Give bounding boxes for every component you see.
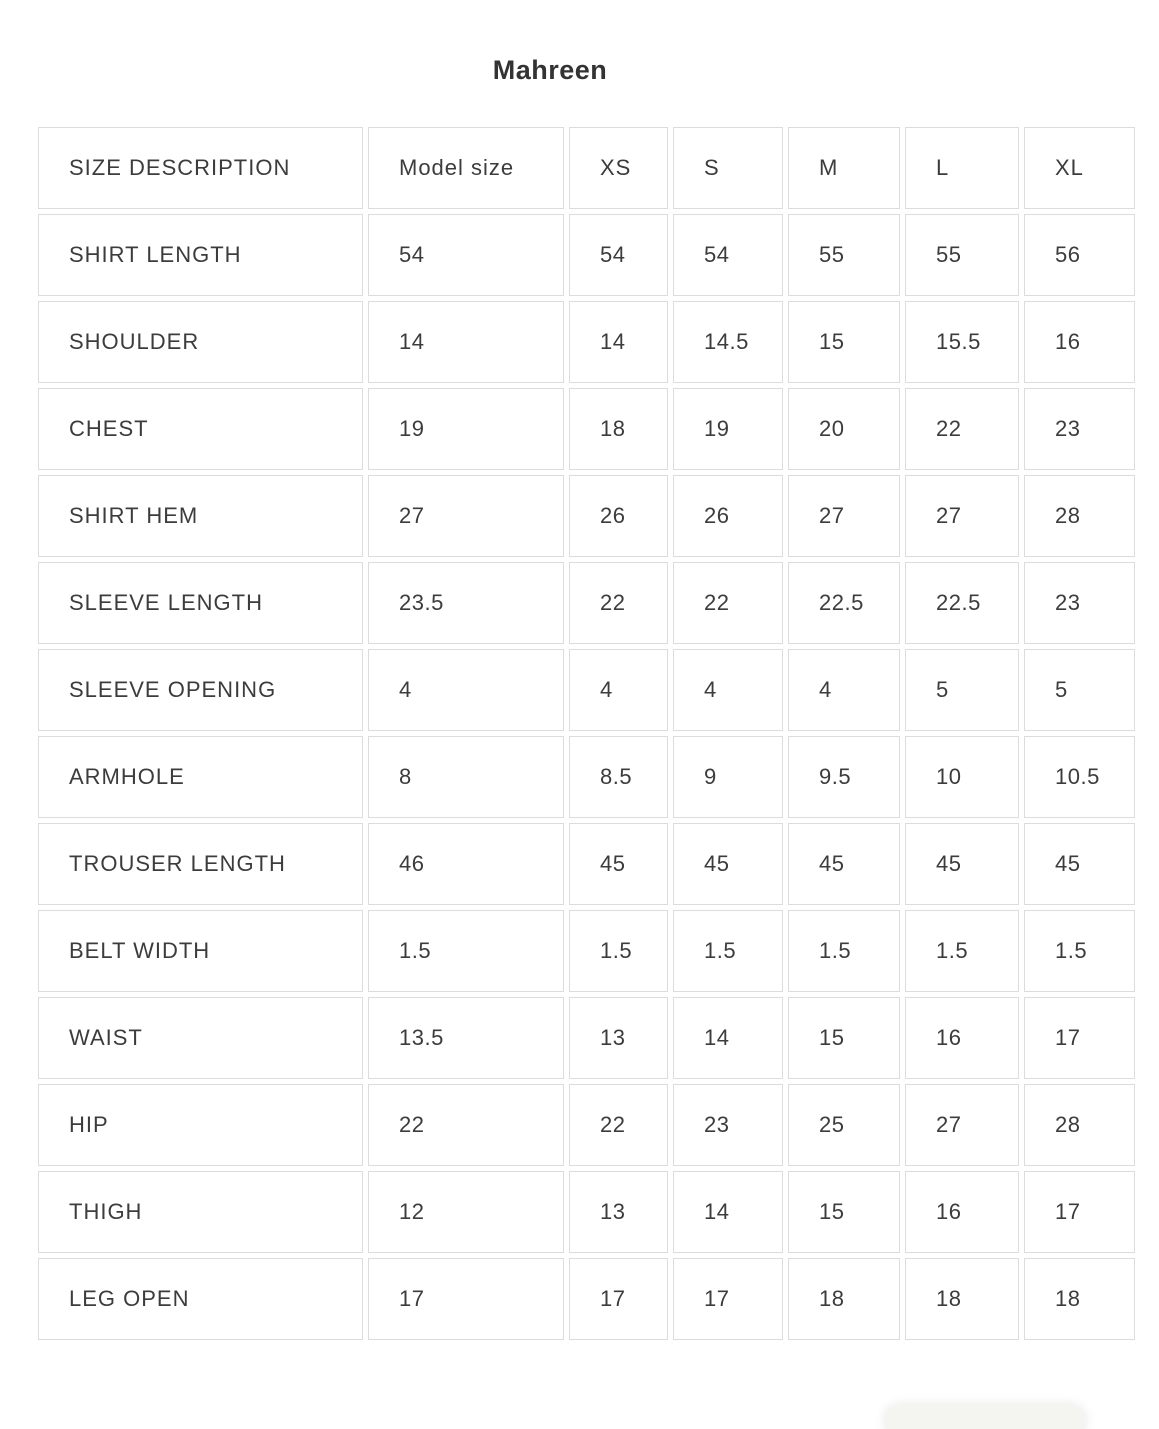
measurement-cell-s: 45 [673, 823, 783, 905]
measurement-cell-model-size: 19 [368, 388, 564, 470]
measurement-cell-s: 17 [673, 1258, 783, 1340]
measurement-cell-xl: 16 [1024, 301, 1135, 383]
measurement-cell-xs: 13 [569, 1171, 668, 1253]
measurement-cell-model-size: 54 [368, 214, 564, 296]
measurement-cell-m: 45 [788, 823, 900, 905]
row-label: BELT WIDTH [38, 910, 363, 992]
measurement-cell-m: 1.5 [788, 910, 900, 992]
measurement-cell-m: 25 [788, 1084, 900, 1166]
measurement-cell-l: 16 [905, 1171, 1019, 1253]
row-label: SHIRT HEM [38, 475, 363, 557]
measurement-cell-xl: 23 [1024, 388, 1135, 470]
row-label: THIGH [38, 1171, 363, 1253]
row-label: CHEST [38, 388, 363, 470]
table-row-leg-open [38, 1258, 1135, 1340]
column-header-l: L [905, 127, 1019, 209]
measurement-cell-xs: 22 [569, 562, 668, 644]
measurement-cell-l: 27 [905, 475, 1019, 557]
column-header-xs: XS [569, 127, 668, 209]
table-row-shoulder [38, 301, 1135, 383]
measurement-cell-model-size: 8 [368, 736, 564, 818]
measurement-cell-m: 27 [788, 475, 900, 557]
row-label: SHOULDER [38, 301, 363, 383]
measurement-cell-s: 9 [673, 736, 783, 818]
measurement-cell-l: 22 [905, 388, 1019, 470]
measurement-cell-s: 22 [673, 562, 783, 644]
measurement-cell-xl: 45 [1024, 823, 1135, 905]
measurement-cell-xl: 10.5 [1024, 736, 1135, 818]
column-header-xl: XL [1024, 127, 1135, 209]
measurement-cell-xl: 28 [1024, 475, 1135, 557]
measurement-cell-model-size: 4 [368, 649, 564, 731]
measurement-cell-l: 10 [905, 736, 1019, 818]
table-row-sleeve-length [38, 562, 1135, 644]
measurement-cell-xs: 1.5 [569, 910, 668, 992]
chat-widget-partial[interactable] [885, 1405, 1085, 1429]
row-label: HIP [38, 1084, 363, 1166]
measurement-cell-xs: 22 [569, 1084, 668, 1166]
measurement-cell-xs: 45 [569, 823, 668, 905]
size-chart-table [33, 122, 1140, 1345]
measurement-cell-model-size: 1.5 [368, 910, 564, 992]
measurement-cell-m: 55 [788, 214, 900, 296]
measurement-cell-l: 18 [905, 1258, 1019, 1340]
column-header-model-size: Model size [368, 127, 564, 209]
table-row-shirt-hem [38, 475, 1135, 557]
measurement-cell-m: 22.5 [788, 562, 900, 644]
measurement-cell-xs: 54 [569, 214, 668, 296]
measurement-cell-xl: 17 [1024, 997, 1135, 1079]
measurement-cell-l: 15.5 [905, 301, 1019, 383]
row-label: ARMHOLE [38, 736, 363, 818]
measurement-cell-xl: 56 [1024, 214, 1135, 296]
measurement-cell-xl: 1.5 [1024, 910, 1135, 992]
measurement-cell-s: 14.5 [673, 301, 783, 383]
table-row-trouser-length [38, 823, 1135, 905]
measurement-cell-model-size: 46 [368, 823, 564, 905]
row-label: WAIST [38, 997, 363, 1079]
measurement-cell-l: 27 [905, 1084, 1019, 1166]
measurement-cell-xl: 18 [1024, 1258, 1135, 1340]
measurement-cell-model-size: 13.5 [368, 997, 564, 1079]
row-label: LEG OPEN [38, 1258, 363, 1340]
measurement-cell-l: 1.5 [905, 910, 1019, 992]
column-header-s: S [673, 127, 783, 209]
page-title: Mahreen [492, 55, 608, 85]
measurement-cell-model-size: 14 [368, 301, 564, 383]
row-label: SLEEVE LENGTH [38, 562, 363, 644]
column-header-m: M [788, 127, 900, 209]
measurement-cell-s: 54 [673, 214, 783, 296]
measurement-cell-model-size: 27 [368, 475, 564, 557]
measurement-cell-model-size: 17 [368, 1258, 564, 1340]
measurement-cell-m: 20 [788, 388, 900, 470]
measurement-cell-s: 4 [673, 649, 783, 731]
table-row-hip [38, 1084, 1135, 1166]
measurement-cell-xs: 8.5 [569, 736, 668, 818]
size-chart-page [0, 52, 1159, 1345]
measurement-cell-s: 1.5 [673, 910, 783, 992]
measurement-cell-m: 15 [788, 997, 900, 1079]
measurement-cell-xs: 18 [569, 388, 668, 470]
measurement-cell-xs: 4 [569, 649, 668, 731]
table-row-chest [38, 388, 1135, 470]
measurement-cell-m: 4 [788, 649, 900, 731]
measurement-cell-l: 22.5 [905, 562, 1019, 644]
table-row-armhole [38, 736, 1135, 818]
measurement-cell-m: 18 [788, 1258, 900, 1340]
measurement-cell-xs: 17 [569, 1258, 668, 1340]
measurement-cell-xs: 14 [569, 301, 668, 383]
measurement-cell-l: 45 [905, 823, 1019, 905]
row-label: SLEEVE OPENING [38, 649, 363, 731]
measurement-cell-xl: 28 [1024, 1084, 1135, 1166]
measurement-cell-s: 19 [673, 388, 783, 470]
measurement-cell-model-size: 22 [368, 1084, 564, 1166]
measurement-cell-xl: 23 [1024, 562, 1135, 644]
measurement-cell-s: 26 [673, 475, 783, 557]
table-row-thigh [38, 1171, 1135, 1253]
measurement-cell-m: 15 [788, 301, 900, 383]
table-row-sleeve-opening [38, 649, 1135, 731]
measurement-cell-s: 23 [673, 1084, 783, 1166]
header-row [38, 127, 1135, 209]
measurement-cell-xs: 13 [569, 997, 668, 1079]
measurement-cell-s: 14 [673, 997, 783, 1079]
measurement-cell-xl: 5 [1024, 649, 1135, 731]
column-header-size-description: SIZE DESCRIPTION [38, 127, 363, 209]
table-row-shirt-length [38, 214, 1135, 296]
measurement-cell-m: 9.5 [788, 736, 900, 818]
row-label: TROUSER LENGTH [38, 823, 363, 905]
table-row-belt-width [38, 910, 1135, 992]
row-label: SHIRT LENGTH [38, 214, 363, 296]
measurement-cell-model-size: 23.5 [368, 562, 564, 644]
table-row-waist [38, 997, 1135, 1079]
measurement-cell-l: 5 [905, 649, 1019, 731]
measurement-cell-model-size: 12 [368, 1171, 564, 1253]
measurement-cell-l: 16 [905, 997, 1019, 1079]
measurement-cell-xl: 17 [1024, 1171, 1135, 1253]
measurement-cell-l: 55 [905, 214, 1019, 296]
measurement-cell-xs: 26 [569, 475, 668, 557]
measurement-cell-m: 15 [788, 1171, 900, 1253]
measurement-cell-s: 14 [673, 1171, 783, 1253]
